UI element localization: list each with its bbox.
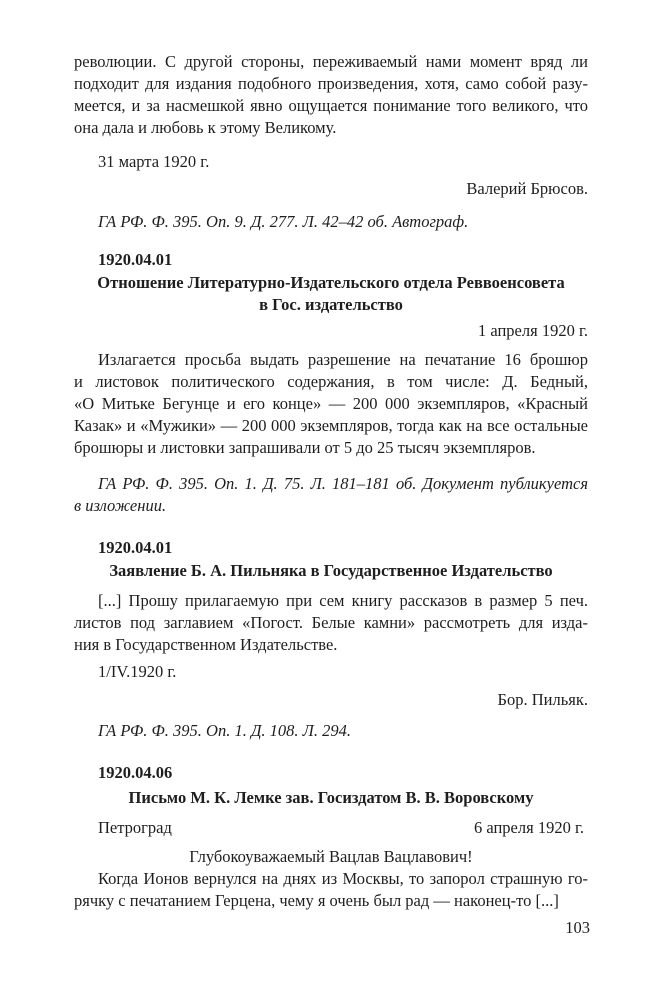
doc3-body-line: рячку с печатанием Герцена, чему я очень был рад — наконец-то [...] [74,891,559,910]
doc1-date: 1 апреля 1920 г. [478,321,588,340]
intro-date: 31 марта 1920 г. [98,152,210,171]
doc1-source-line: в изложении. [74,496,167,515]
doc1-body-line: Казак» и «Мужики» — 200 000 экземпляров, тогда как на все остальные [74,416,588,435]
doc2-source: ГА РФ. Ф. 395. Оп. 1. Д. 108. Л. 294. [98,721,351,740]
doc1-title-line: Отношение Литературно-Издательского отдела Реввоенсовета [97,273,565,292]
intro-line: революции. С другой стороны, переживаемый нами момент вряд ли [74,52,588,71]
doc2-body-line: листов под заглавием «Погост. Белые камни» рассмотреть для изда- [74,613,588,632]
doc1-body-line: и листовок политического содержания, в том числе: Д. Бедный, [74,372,588,391]
doc2-body-line: [...] Прошу прилагаемую при сем книгу рассказов в размер 5 печ. [98,591,588,610]
intro-source: ГА РФ. Ф. 395. Оп. 9. Д. 277. Л. 42–42 об. Автограф. [98,212,469,231]
doc1-title-line: в Гос. издательство [259,295,403,314]
intro-signature: Валерий Брюсов. [466,179,588,198]
doc1-body-line: Излагается просьба выдать разрешение на печатание 16 брошюр [98,350,588,369]
doc3-title: Письмо М. К. Лемке зав. Госиздатом В. В. Воровскому [128,788,534,807]
doc3-id: 1920.04.06 [98,763,173,782]
doc2-title: Заявление Б. А. Пильняка в Государственное Издательство [109,561,553,580]
page-number: 103 [565,918,590,937]
doc2-id: 1920.04.01 [98,538,173,557]
doc1-id: 1920.04.01 [98,250,173,269]
doc3-salutation: Глубокоуважаемый Вацлав Вацлавович! [189,847,473,866]
intro-line: подходит для издания подобного произведения, хотя, само собой разу- [74,74,588,93]
doc3-body-line: Когда Ионов вернулся на днях из Москвы, то запорол страшную го- [98,869,588,888]
doc1-body-line: брошюры и листовки запрашивали от 5 до 25 тысяч экземпляров. [74,438,536,457]
doc1-body-line: «О Митьке Бегунце и его конце» — 200 000 экземпляров, «Красный [74,394,588,413]
doc3-place: Петроград [98,818,172,837]
doc2-body-line: ния в Государственном Издательстве. [74,635,338,654]
doc2-date: 1/IV.1920 г. [98,662,177,681]
doc3-date: 6 апреля 1920 г. [474,818,584,837]
doc1-source-line: ГА РФ. Ф. 395. Оп. 1. Д. 75. Л. 181–181 об. Документ публикуется [98,474,588,493]
intro-line: она дала и любовь к этому Великому. [74,118,337,137]
intro-line: меется, и за насмешкой явно ощущается понимание того великого, что [74,96,588,115]
doc2-signature: Бор. Пильяк. [497,690,588,709]
